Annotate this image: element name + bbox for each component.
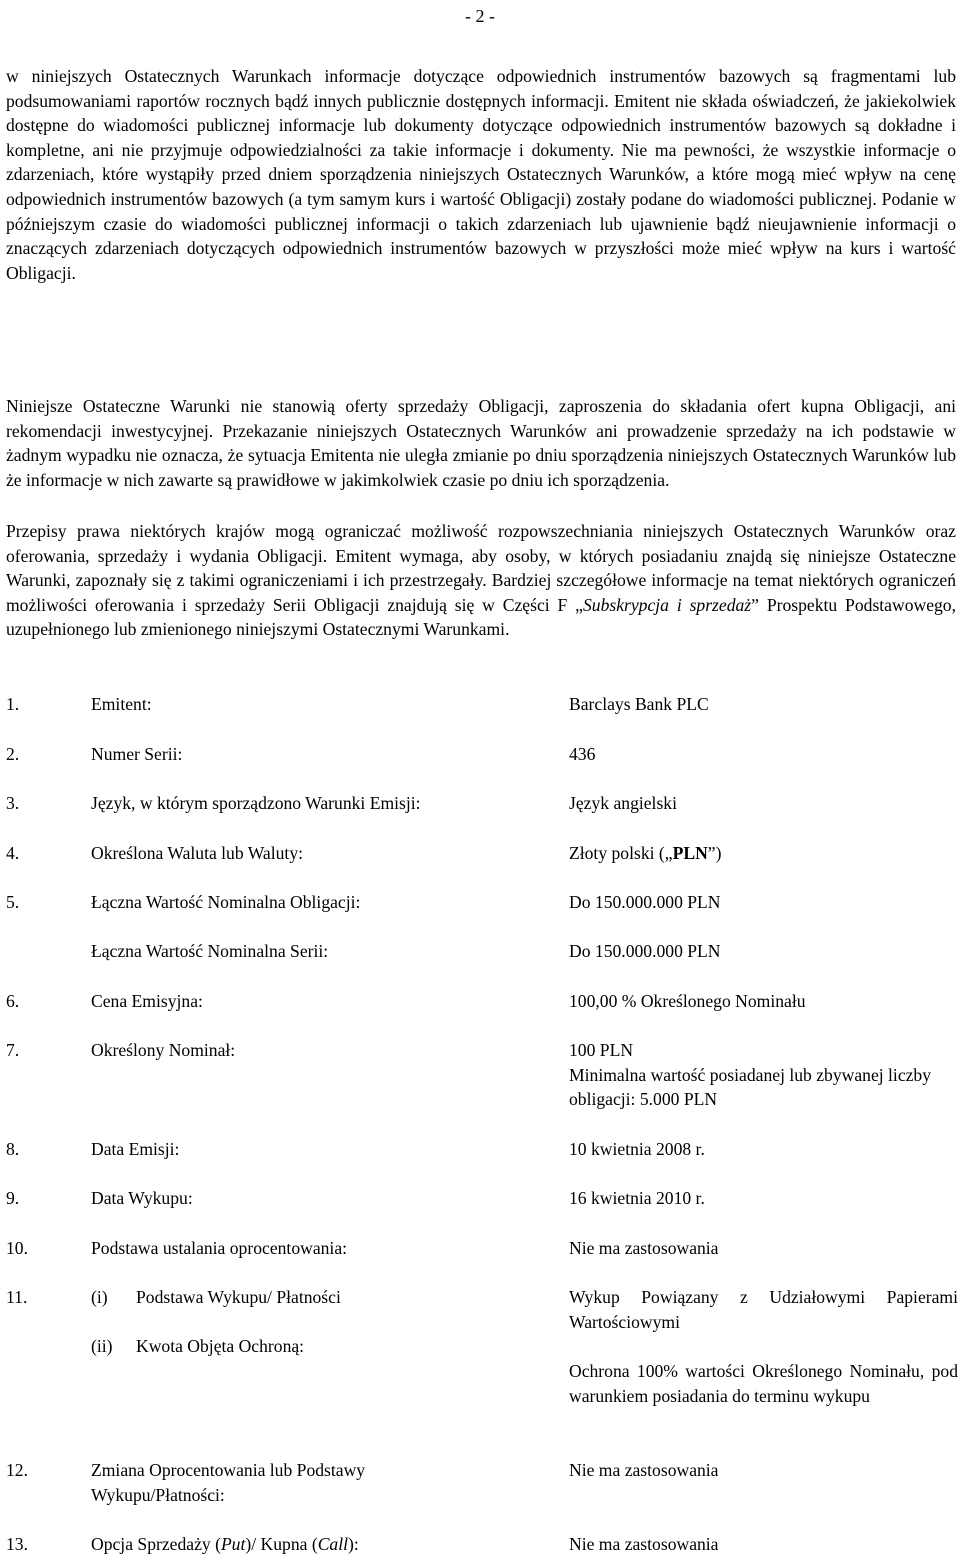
term-number: 3. [6, 793, 20, 813]
protected-amount-value: Ochrona 100% wartości Określonego Nominału, pod warunkiem posiadania do terminu wykupu [569, 1361, 958, 1406]
disclaimer-paragraph-2: Niniejsze Ostateczne Warunki nie stanowią oferty sprzedaży Obligacji, zaproszenia do składania ofert kupna Obligacji, ani rekomendacji inwestycyjnej. Przekazanie niniejszych Ostatecznych Warunków ani prowadzenie sprzedaży na ich podstawie w żadnym wypadku nie oznacza, że sytuacja Emitenta nie uległa zmianie po dniu sporządzenia niniejszych Ostatecznych Warunków lub że informacje w nich zawarte są prawidłowe w jakimkolwiek czasie po dniu ich sporządzenia. [6, 396, 956, 490]
sub-item-label: Kwota Objęta Ochroną: [136, 1336, 305, 1356]
term-value: 16 kwietnia 2010 r. [569, 1188, 705, 1208]
term-value: 100,00 % Określonego Nominału [569, 991, 806, 1011]
sub-item-label: Podstawa Wykupu/ Płatności [136, 1287, 341, 1307]
term-number: 7. [6, 1040, 20, 1060]
term-number: 10. [6, 1238, 28, 1258]
term-label: Numer Serii: [91, 744, 183, 764]
term-value: Język angielski [569, 793, 677, 813]
term-number: 11. [6, 1287, 28, 1307]
term-number: 6. [6, 991, 20, 1011]
term-number: 9. [6, 1188, 20, 1208]
term-number: 1. [6, 694, 20, 714]
term-label: Data Wykupu: [91, 1188, 193, 1208]
disclaimer-paragraph-1: w niniejszych Ostatecznych Warunkach informacje dotyczące odpowiednich instrumentów bazowych są fragmentami lub podsumowaniami raportów rocznych bądź innych publicznie dostępnych informacji. Emitent nie składa oświadczeń, że jakiekolwiek dostępne do wiadomości publicznej informacje lub dokumenty dotyczące odpowiednich instrumentów bazowych są dokładne i kompletne, ani nie przyjmuje odpowiedzialności za takie informacje i dokumenty. Nie ma pewności, że wszystkie informacje o zdarzeniach, które wystąpiły przed dniem sporządzenia niniejszych Ostatecznych Warunków, a które mogą mieć wpływ na cenę odpowiednich instrumentów bazowych (a tym samym kurs i wartość Obligacji) zostały podane do wiadomości publicznej. Podanie w późniejszym czasie do wiadomości publicznej informacji o takich zdarzeniach lub ujawnienie bądź nieujawnienie informacji o znaczących zdarzeniach dotyczących odpowiednich instrumentów bazowych w przyszłości może mieć wpływ na kurs i wartość Obligacji. [6, 66, 956, 283]
term-label [91, 1532, 561, 1557]
term-label: Cena Emisyjna: [91, 991, 203, 1011]
currency-prefix: Złoty polski („ [569, 843, 673, 863]
term-value: 436 [569, 744, 596, 764]
term-label: Łączna Wartość Nominalna Serii: [91, 941, 329, 961]
term-number: 2. [6, 744, 20, 764]
term-label: Określona Waluta lub Waluty: [91, 843, 304, 863]
term-label: Data Emisji: [91, 1139, 180, 1159]
denomination-amount: 100 PLN [569, 1040, 634, 1060]
minimum-holding-note: Minimalna wartość posiadanej lub zbywanej liczby obligacji: 5.000 PLN [569, 1064, 932, 1110]
option-label-a: Opcja Sprzedaży ( [91, 1534, 221, 1554]
currency-suffix: ”) [707, 843, 722, 863]
term-value: Do 150.000.000 PLN [569, 892, 721, 912]
term-value: Nie ma zastosowania [569, 1238, 719, 1258]
paragraph-3-text-b: ” Prospektu Podstawowego, uzupełnionego lub zmienionego niniejszymi Ostatecznymi Warunkami. [6, 594, 956, 640]
term-number: 12. [6, 1460, 28, 1480]
term-value: Nie ma zastosowania [569, 1460, 719, 1480]
currency-code: PLN [672, 843, 708, 863]
call-term: Call [317, 1534, 348, 1554]
option-label-c: ): [348, 1534, 359, 1554]
paragraph-3-italic-title: Subskrypcja i sprzedaż [582, 594, 752, 615]
term-number: 13. [6, 1534, 28, 1554]
disclaimer-paragraph-3 [6, 519, 956, 642]
term-label: Łączna Wartość Nominalna Obligacji: [91, 892, 361, 912]
option-label-b: )/ Kupna ( [245, 1534, 318, 1554]
term-number: 5. [6, 892, 20, 912]
term-label: Emitent: [91, 694, 152, 714]
term-value: Barclays Bank PLC [569, 694, 709, 714]
term-number: 4. [6, 843, 20, 863]
paragraph-3-text-a: Przepisy prawa niektórych krajów mogą ograniczać możliwość rozpowszechniania niniejszych Ostatecznych Warunków oraz oferowania, sprzedaży i wydania Obligacji. Emitent wymaga, aby osoby, w których posiadaniu znajdą się niniejsze Ostateczne Warunki, zapoznały się z takimi ograniczeniami i ich przestrzegały. Bardziej szczegółowe informacje na temat niektórych ograniczeń możliwości oferowania i sprzedaży Serii Obligacji znajdują się w Części F „ [6, 521, 956, 615]
page-number: - 2 - [465, 6, 495, 26]
term-value: 10 kwietnia 2008 r. [569, 1139, 705, 1159]
redemption-basis-value: Wykup Powiązany z Udziałowymi Papierami Wartościowymi [569, 1287, 958, 1332]
term-label: Język, w którym sporządzono Warunki Emisji: [91, 793, 421, 813]
term-value: Nie ma zastosowania [569, 1534, 719, 1554]
term-label: Zmiana Oprocentowania lub Podstawy Wykupu/Płatności: [91, 1460, 366, 1505]
term-number: 8. [6, 1139, 20, 1159]
term-value [569, 841, 958, 866]
term-value [569, 1038, 958, 1112]
put-term: Put [220, 1534, 246, 1554]
term-value: Do 150.000.000 PLN [569, 941, 721, 961]
sub-item-number: (i) [91, 1287, 108, 1307]
sub-item-number: (ii) [91, 1336, 113, 1356]
term-label: Określony Nominał: [91, 1040, 236, 1060]
term-label: Podstawa ustalania oprocentowania: [91, 1238, 348, 1258]
